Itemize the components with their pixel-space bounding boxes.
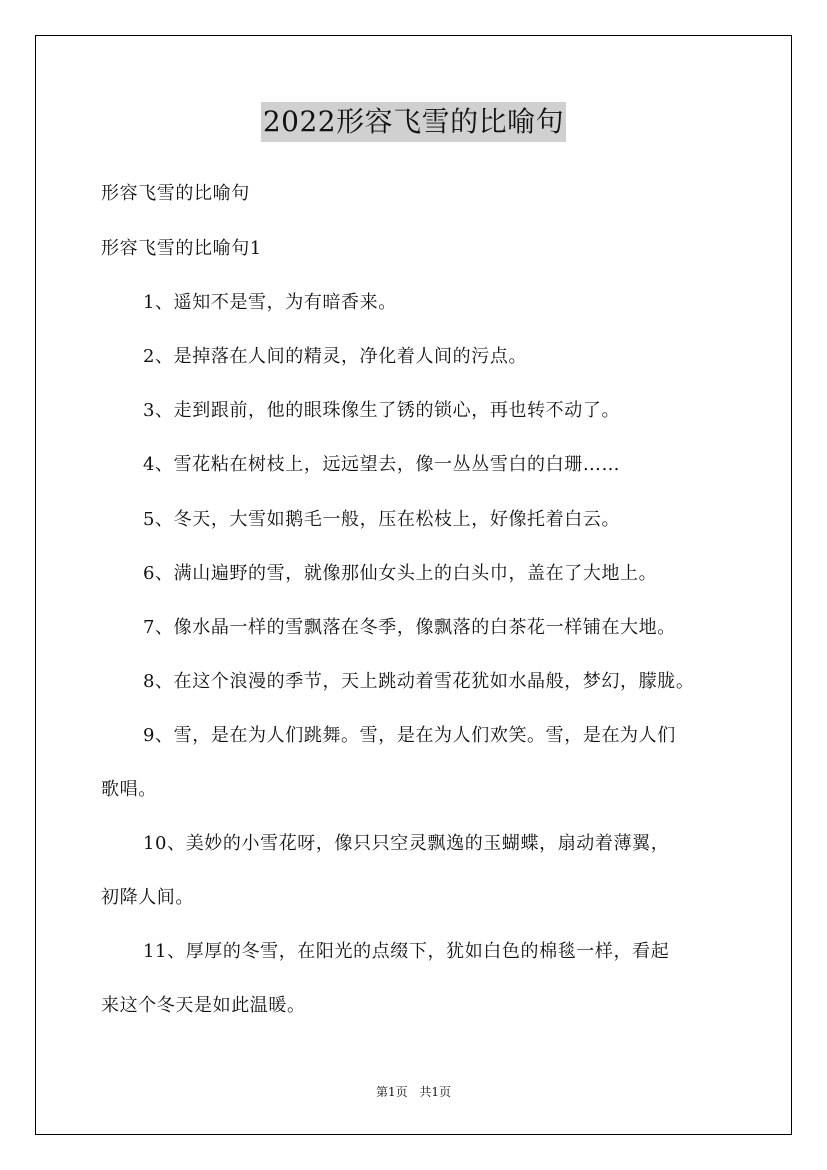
paragraph-line-continued: 初降人间。 bbox=[101, 887, 194, 908]
paragraph-line: 2、是掉落在人间的精灵，净化着人间的污点。 bbox=[143, 346, 528, 367]
paragraph-line-continued: 来这个冬天是如此温暖。 bbox=[101, 995, 306, 1016]
title-container bbox=[0, 102, 827, 142]
paragraph-line: 11、厚厚的冬雪，在阳光的点缀下，犹如白色的棉毯一样，看起 bbox=[143, 941, 670, 962]
subheading: 形容飞雪的比喻句1 bbox=[101, 238, 262, 259]
page-footer bbox=[0, 1084, 827, 1100]
paragraph-line: 8、在这个浪漫的季节，天上跳动着雪花犹如水晶般，梦幻，朦胧。 bbox=[143, 671, 695, 692]
heading: 形容飞雪的比喻句 bbox=[101, 183, 250, 204]
paragraph-line: 1、遥知不是雪，为有暗香来。 bbox=[143, 292, 397, 313]
paragraph-line: 7、像水晶一样的雪飘落在冬季，像飘落的白茶花一样铺在大地。 bbox=[143, 617, 676, 638]
page-total: 共1页 bbox=[419, 1085, 452, 1099]
paragraph-line: 9、雪，是在为人们跳舞。雪，是在为人们欢笑。雪，是在为人们 bbox=[143, 725, 676, 746]
page-number: 第1页 bbox=[375, 1085, 408, 1099]
paragraph-line: 4、雪花粘在树枝上，远远望去，像一丛丛雪白的白珊…… bbox=[143, 454, 621, 475]
paragraph-line-continued: 歌唱。 bbox=[101, 779, 157, 800]
paragraph-line: 6、满山遍野的雪，就像那仙女头上的白头巾，盖在了大地上。 bbox=[143, 563, 658, 584]
paragraph-line: 5、冬天，大雪如鹅毛一般，压在松枝上，好像托着白云。 bbox=[143, 509, 621, 530]
paragraph-line: 3、走到跟前，他的眼珠像生了锈的锁心，再也转不动了。 bbox=[143, 400, 621, 421]
document-title: 2022形容飞雪的比喻句 bbox=[261, 102, 566, 142]
paragraph-line: 10、美妙的小雪花呀，像只只空灵飘逸的玉蝴蝶，扇动着薄翼， bbox=[143, 833, 670, 854]
